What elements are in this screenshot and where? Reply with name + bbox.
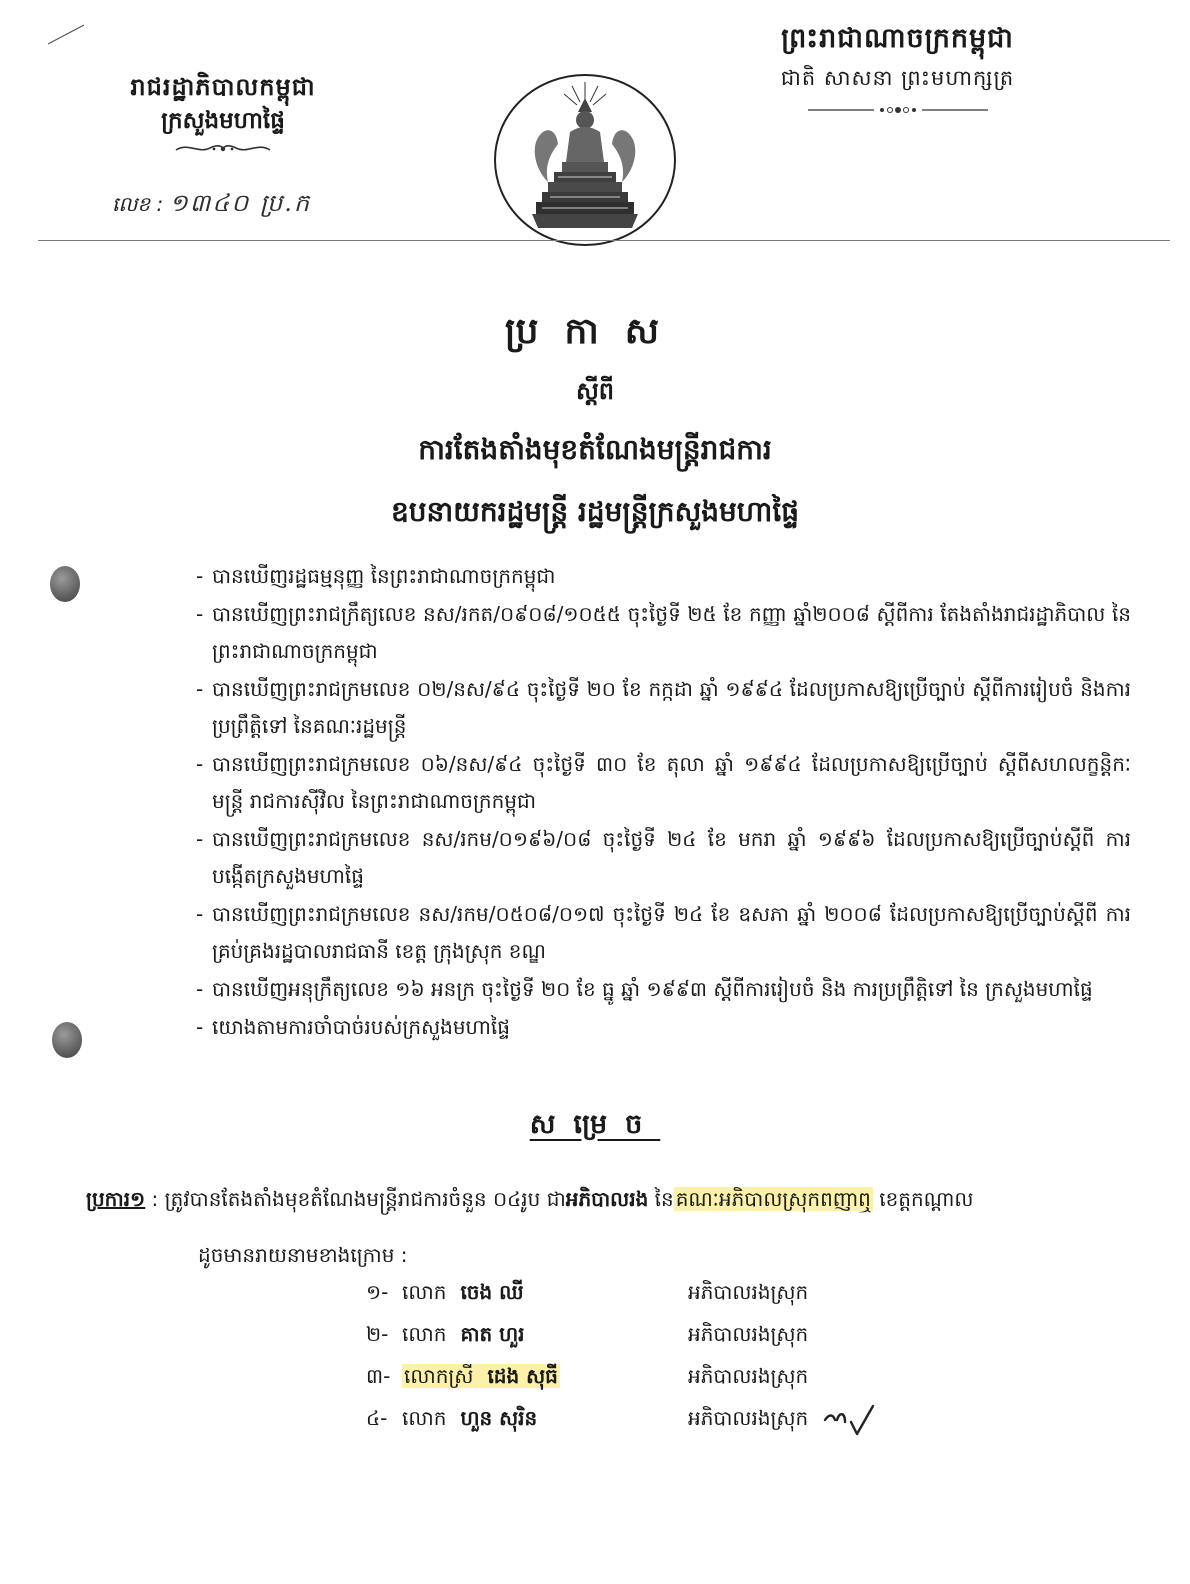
ministry-name: ក្រសួងមហាផ្ទៃ [161, 108, 285, 134]
punch-hole [50, 566, 80, 602]
document-title: ប្រកាស [504, 311, 686, 352]
royal-seal-emblem [492, 72, 678, 248]
article-text: នៃ [648, 1187, 674, 1211]
reference-label: លេខ : [112, 192, 164, 216]
subject-line-2: ឧបនាយករដ្ឋមន្ត្រី រដ្ឋមន្ត្រីក្រសួងមហាផ្ទៃ [390, 495, 799, 528]
clause-item: - បានឃើញអនុក្រឹត្យលេខ ១៦ អនក្រ ចុះថ្ងៃទី ២០ ខែ ធ្នូ ឆ្នាំ ១៩៩៣ ស្តីពីការរៀបចំ និង ការប្រព្រឹត្តិទៅ នៃ ក្រសួងមហាផ្ទៃ [196, 977, 1093, 1001]
handwritten-check-icon [821, 1402, 877, 1438]
clause-item: - យោងតាមការចាំបាច់របស់ក្រសួងមហាផ្ទៃ [196, 1015, 510, 1039]
article-colon: : [151, 1187, 159, 1211]
article-label: ប្រការ១ [86, 1187, 146, 1211]
ministry-header [108, 70, 338, 156]
appointee-position: អភិបាលរងស្រុក [688, 1322, 809, 1346]
clause-item: - បានឃើញព្រះរាជក្រមលេខ នស/រកម/០៥០៨/០១៧ ចុះថ្ងៃទី ២៤ ខែ ឧសភា ឆ្នាំ ២០០៨ ដែលប្រកាសឱ្យប្រើច្បាប់ស្តីពី ការគ្រប់គ្រងរដ្ឋបាលរាជធានី ខេត្ត ក្រុងស្រុក ខណ្ឌ [196, 902, 1131, 963]
appointee-position: អភិបាលរងស្រុក [688, 1398, 877, 1438]
article-position: អភិបាលរង [565, 1187, 649, 1211]
appointee-row: ២- លោក គាត ហួរ [366, 1322, 525, 1346]
clause-item: - បានឃើញព្រះរាជក្រឹត្យលេខ នស/រកត/០៩០៨/១០៥៥ ចុះថ្ងៃទី ២៥ ខែ កញ្ញា ឆ្នាំ២០០៨ ស្តីពីការ តែងតាំងរាជរដ្ឋាភិបាល នៃព្រះរាជាណាចក្រកម្ពុជា [196, 602, 1131, 663]
punch-hole [52, 1022, 82, 1058]
highlighted-district: គណៈអភិបាលស្រុកពញាឮ [675, 1187, 871, 1211]
article-text: ត្រូវបានតែងតាំងមុខតំណែងមន្ត្រីរាជការចំនួន ០៤រូប ជា [164, 1187, 566, 1211]
appointee-position: អភិបាលរងស្រុក [688, 1280, 809, 1304]
clause-item: - បានឃើញព្រះរាជក្រមលេខ ០៦/នស/៩៤ ចុះថ្ងៃទី ៣០ ខែ តុលា ឆ្នាំ ១៩៩៤ ដែលប្រកាសឱ្យប្រើច្បាប់ ស្តីពីសហលក្ខន្តិកៈ មន្ត្រី រាជការស៊ីវិល នៃព្រះរាជាណាចក្រកម្ពុជា [196, 752, 1131, 813]
appointee-row: ១- លោក ចេង ឈី [366, 1280, 524, 1304]
appointee-row: ៣- លោកស្រី ដេង សុធី [366, 1364, 558, 1388]
kingdom-header [735, 18, 1060, 116]
preamble-clauses [196, 558, 1131, 1047]
appointee-position: អភិបាលរងស្រុក [688, 1364, 809, 1388]
about-label: ស្តីពី [575, 377, 615, 405]
subject-line-1: ការតែងតាំងមុខតំណែងមន្ត្រីរាជការ [418, 433, 772, 466]
kingdom-name: ព្រះរាជាណាចក្រកម្ពុជា [781, 23, 1014, 54]
appointee-row: ៤- លោក ហួន សុរិន [366, 1406, 538, 1430]
government-name: រាជរដ្ឋាភិបាលកម្ពុជា [130, 73, 316, 101]
ornament-divider-icon [808, 104, 988, 116]
clause-item: - បានឃើញព្រះរាជក្រមលេខ នស/រកម/០១៩៦/០៨ ចុះថ្ងៃទី ២៤ ខែ មករា ឆ្នាំ ១៩៩៦ ដែលប្រកាសឱ្យប្រើច្បាប់ស្តីពី ការបង្កើតក្រសួងមហាផ្ទៃ [196, 827, 1131, 888]
pen-stroke-mark [46, 22, 86, 46]
ornament-icon [168, 140, 278, 156]
reference-number [112, 188, 311, 223]
article-1 [86, 1180, 1131, 1218]
article-text: ខេត្តកណ្តាល [872, 1187, 974, 1211]
clause-item: - បានឃើញព្រះរាជក្រមលេខ ០២/នស/៩៤ ចុះថ្ងៃទី ២០ ខែ កក្កដា ឆ្នាំ ១៩៩៤ ដែលប្រកាសឱ្យប្រើច្បាប់ ស្តីពីការរៀបចំ និងការប្រព្រឹត្តិទៅ នៃគណៈរដ្ឋមន្ត្រី [196, 677, 1131, 738]
clause-item: - បានឃើញរដ្ឋធម្មនុញ្ញ នៃព្រះរាជាណាចក្រកម្ពុជា [196, 564, 556, 588]
header-divider [38, 240, 1170, 241]
article-list-intro: ដូចមានរាយនាមខាងក្រោម : [198, 1243, 408, 1267]
reference-value: ១៣៤០ ប្រ.ក [169, 189, 312, 217]
decision-heading: សម្រេច [529, 1109, 661, 1140]
national-motto: ជាតិ សាសនា ព្រះមហាក្សត្រ [780, 66, 1015, 90]
